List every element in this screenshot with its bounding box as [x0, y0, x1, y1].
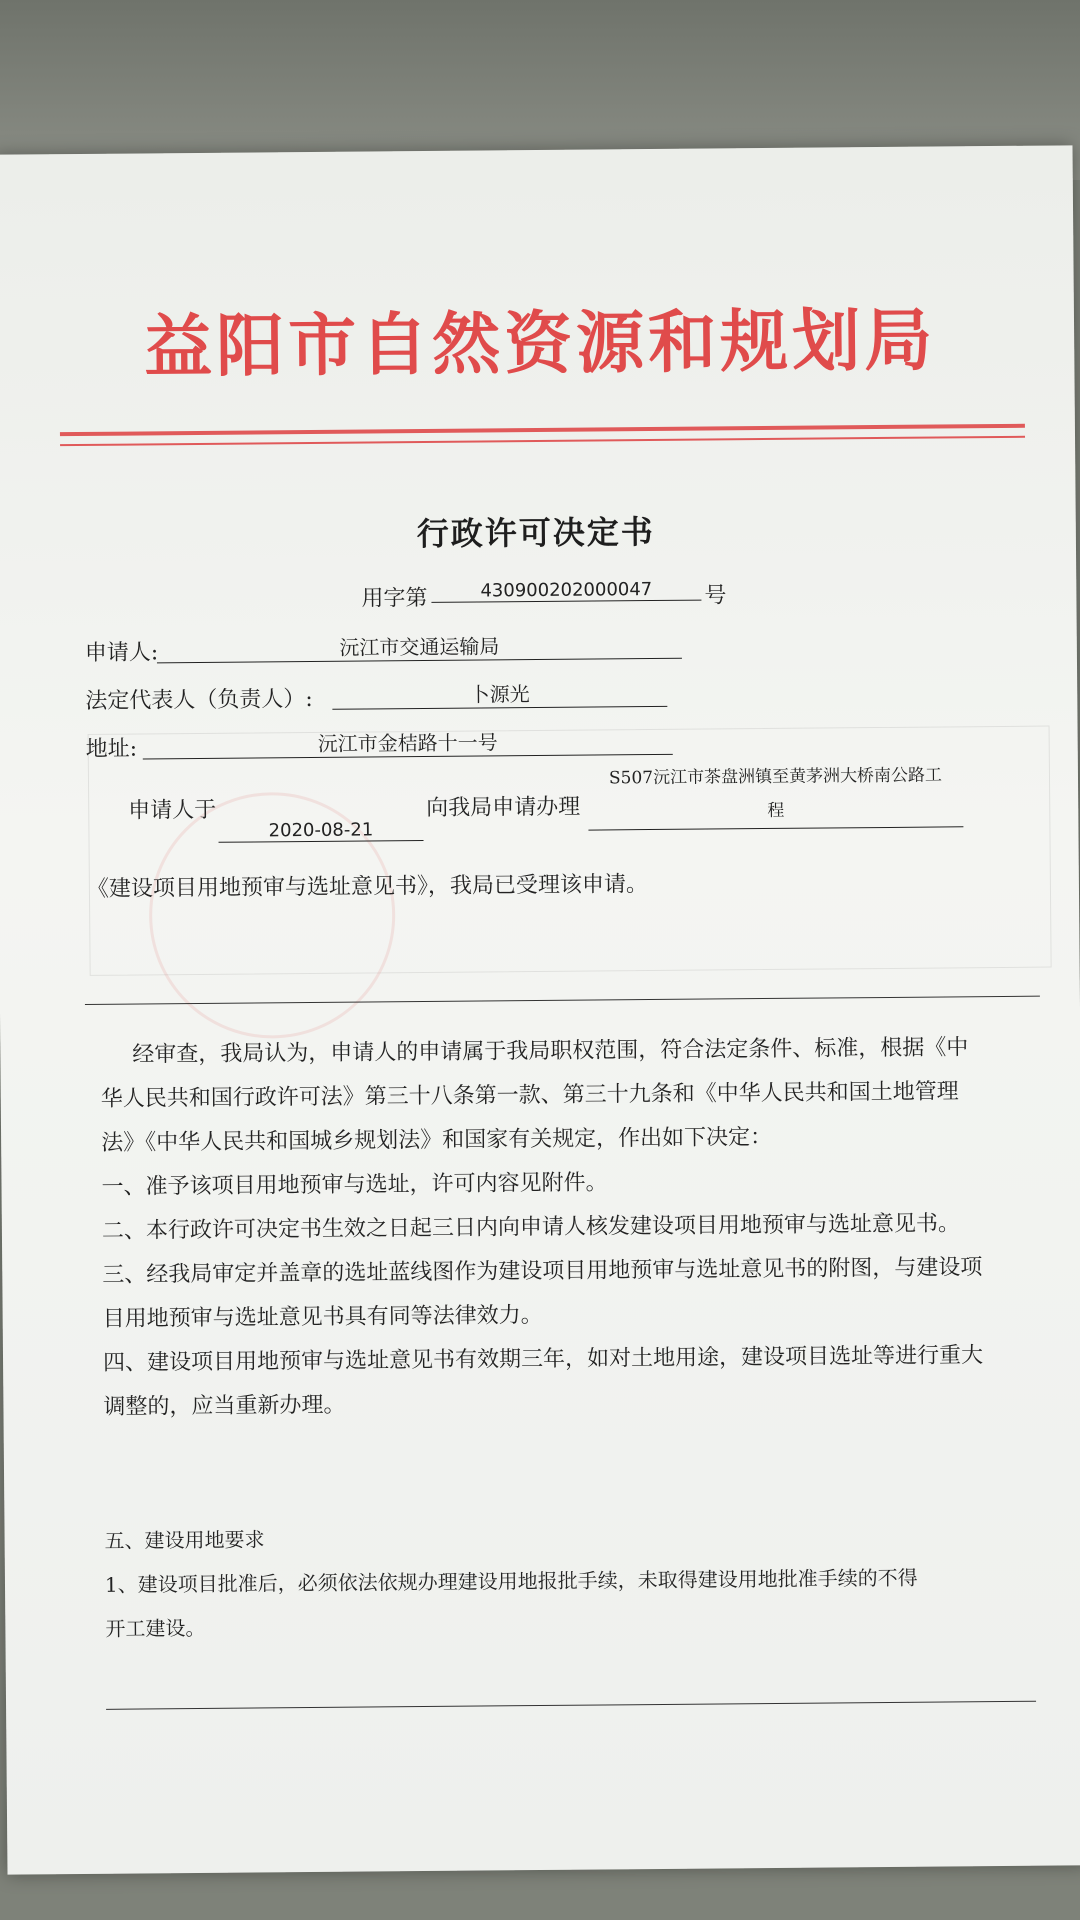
decision-item-3: 三、经我局审定并盖章的选址蓝线图作为建设项目用地预审与选址意见书的附图，与建设项	[102, 1255, 983, 1288]
decision-body	[100, 1026, 1053, 1430]
section-5-heading: 五、建设用地要求	[104, 1527, 265, 1553]
applicant-label: 申请人:	[84, 640, 159, 666]
document-page	[0, 145, 1080, 1874]
decision-item-4-cont: 调整的，应当重新办理。	[103, 1392, 346, 1420]
decision-item-4: 四、建设项目用地预审与选址意见书有效期三年，如对土地用途，建设项目选址等进行重大	[102, 1343, 984, 1376]
decision-item-3-cont: 目用地预审与选址意见书具有同等法律效力。	[102, 1302, 543, 1332]
body-line: 法》《中华人民共和国城乡规划法》和国家有关规定，作出如下决定：	[101, 1124, 773, 1156]
letterhead-rule-thin	[60, 436, 1025, 446]
application-middle: 向我局申请办理	[426, 794, 581, 821]
decision-item-1: 一、准予该项目用地预审与选址，许可内容见附件。	[101, 1170, 608, 1200]
section-5-line: 开工建设。	[105, 1615, 206, 1641]
ref-prefix: 用字第	[361, 585, 428, 612]
ref-suffix: 号	[704, 583, 727, 609]
section-5	[104, 1511, 1055, 1651]
address-label: 地址:	[85, 736, 138, 762]
ref-number: 430900202000047	[431, 579, 701, 603]
project-name	[588, 758, 964, 830]
body-line: 经审查，我局认为，申请人的申请属于我局职权范围，符合法定条件、标准，根据《中	[132, 1035, 969, 1068]
application-lead: 申请人于	[128, 797, 217, 824]
application-date: 2020-08-21	[218, 819, 423, 843]
issuer-letterhead: 益阳市自然资源和规划局	[143, 301, 937, 388]
letterhead-rule-thick	[60, 424, 1025, 436]
body-line: 华人民共和国行政许可法》第三十八条第一款、第三十九条和《中华人民共和国土地管理	[100, 1079, 959, 1112]
address-value: 沅江市金桔路十一号	[143, 725, 673, 760]
legal-rep-label: 法定代表人（负责人）:	[85, 686, 313, 714]
decision-item-2: 二、本行政许可决定书生效之日起三日内向申请人核发建设项目用地预审与选址意见书。	[101, 1211, 961, 1244]
project-name-line1: S507沅江市茶盘洲镇至黄茅洲大桥南公路工	[608, 765, 943, 789]
legal-rep-value: 卜源光	[332, 677, 667, 710]
project-name-line2: 程	[588, 792, 963, 830]
accepted-statement: 《建设项目用地预审与选址意见书》，我局已受理该申请。	[86, 872, 649, 902]
bottom-rule	[106, 1701, 1036, 1710]
applicant-value: 沅江市交通运输局	[157, 629, 682, 664]
document-title: 行政许可决定书	[416, 512, 655, 554]
section-5-line: 1、建设项目批准后，必须依法依规办理建设用地报批手续，未取得建设用地批准手续的不得	[104, 1565, 918, 1597]
